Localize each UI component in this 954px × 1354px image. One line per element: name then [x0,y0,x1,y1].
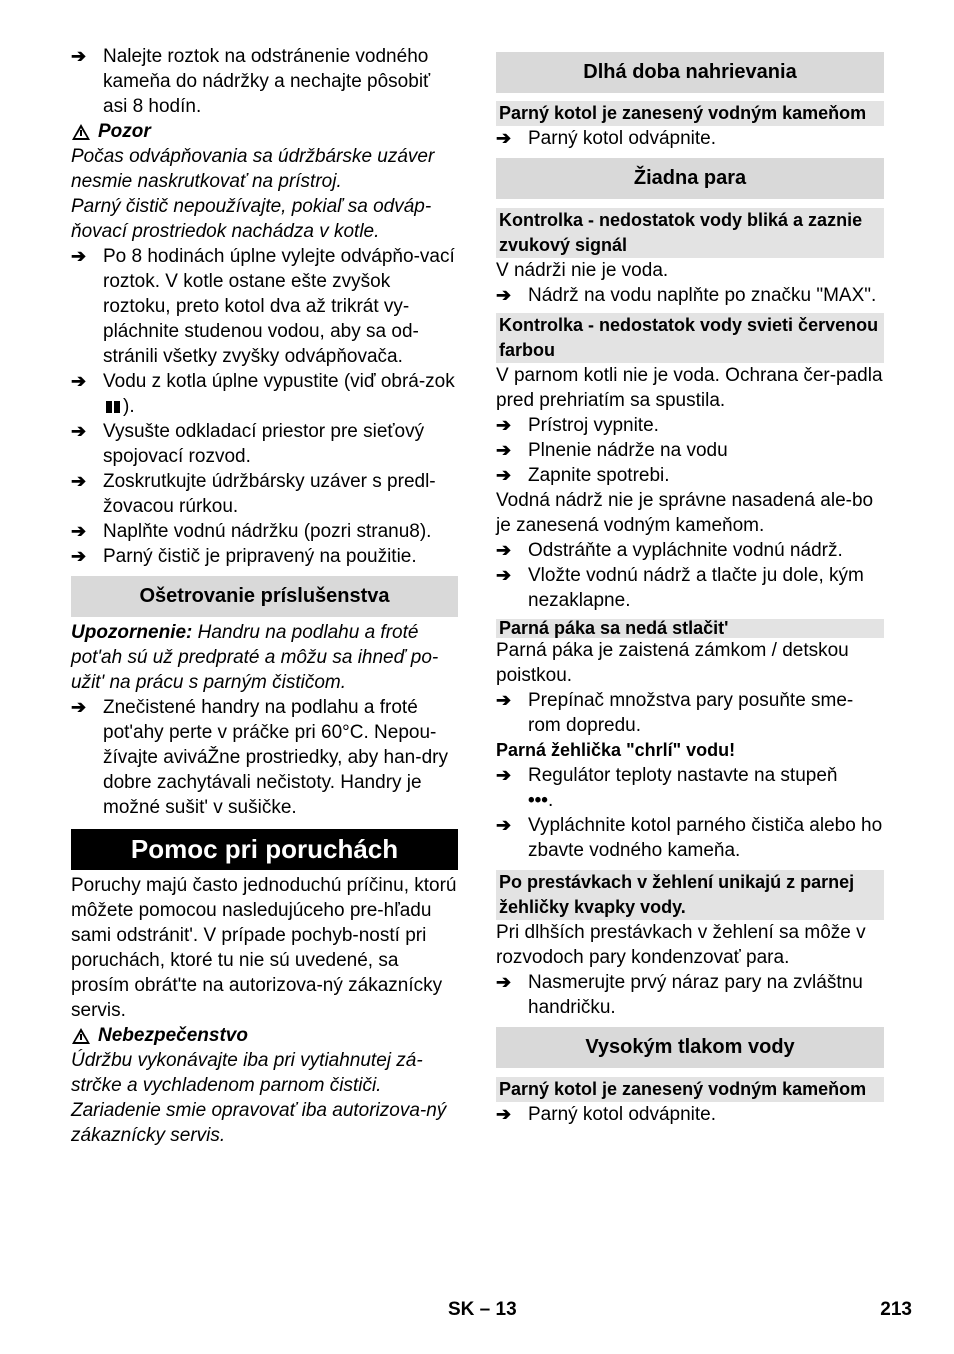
cause-text: Pri dlhších prestávkach v žehlení sa môže v rozvodoch pary kondenzovať para. [496,922,866,968]
warning-triangle-icon [72,1028,90,1044]
cause-text: Parná páka je zaistená zámkom / detskou poistkou. [496,640,849,686]
danger-text: Údržbu vykonávajte iba pri vytiahnutej zá-strčke a vychladenom parnom čističi. [71,1050,423,1096]
section-page-label: SK – 13 [448,1299,517,1320]
step-text: Parný kotol odvápnite. [528,1104,717,1125]
section-heading: Žiadna para [496,158,884,199]
arrow-icon: ➔ [496,565,512,585]
step-item [71,244,458,369]
arrow-icon: ➔ [71,421,87,441]
subsection-heading: Parný kotol je zanesený vodným kameňom [496,1077,884,1102]
step-text: Zapnite spotrebi. [528,465,670,486]
step-item [71,695,458,820]
arrow-icon: ➔ [496,1104,512,1124]
left-column [71,44,458,1148]
arrow-icon: ➔ [496,415,512,435]
subsection-heading: Parná žehlička "chrlí" vodu! [496,740,736,760]
step-item [496,126,884,151]
step-text [103,369,458,419]
cause-text: V parnom kotli nie je voda. Ochrana čer-padla pred prehriatím sa spustila. [496,365,883,411]
arrow-icon: ➔ [496,540,512,560]
section-heading: Dlhá doba nahrievania [496,52,884,93]
step-text: Parný kotol odvápnite. [528,128,717,149]
danger-title: Nebezpečenstvo [98,1025,248,1046]
arrow-icon: ➔ [71,246,87,266]
step-item [496,563,884,613]
figure-reference-icon [106,401,120,413]
step-text: Prístroj vypnite. [528,415,659,436]
caution-title: Pozor [98,121,151,142]
caution-heading [71,119,458,144]
step-iron-text: Regulátor teploty nastavte na stupeň [528,765,838,786]
arrow-icon: ➔ [71,471,87,491]
arrow-icon: ➔ [71,697,87,717]
step-text: Po 8 hodinách úplne vylejte odvápňo-vací roztok. V kotle ostane ešte zvyšok roztoku, preto kotol dva až trikrát vy-pláchnite studenou vodou, aby sa od-stránili všetky zvyšky odvápňovača. [103,246,455,367]
arrow-icon: ➔ [496,972,512,992]
step-text: Zoskrutkujte údržbársky uzáver s predl-žovacou rúrkou. [103,471,436,517]
arrow-icon: ➔ [496,465,512,485]
step-item [71,469,458,519]
notice-body: Handru na podlahu a froté pot'ah sú už predpraté a môžu sa ihneď po-užit' na prácu s parným čističom. [71,622,439,693]
chapter-heading: Pomoc pri poruchách [71,829,458,870]
step-item [496,283,884,308]
arrow-icon: ➔ [496,285,512,305]
warning-triangle-icon [72,124,90,140]
step-text: Prepínač množstva pary posuňte sme-rom dopredu. [528,690,854,736]
step-item [496,438,884,463]
step-text: Vysušte odkladací priestor pre sieťový spojovací rozvod. [103,421,425,467]
caution-text: Počas odvápňovania sa údržbárske uzáver nesmie naskrutkovať na prístroj. [71,146,435,192]
arrow-icon: ➔ [71,546,87,566]
step-text: Odstráňte a vypláchnite vodnú nádrž. [528,540,843,561]
step-text: Nasmerujte prvý náraz pary na zvláštnu handričku. [528,972,863,1018]
subsection-heading: Kontrolka - nedostatok vody svieti červenou farbou [496,313,884,363]
caution-text: Parný čistič nepoužívajte, pokiaľ sa odváp-ňovací prostriedok nachádza v kotle. [71,196,432,242]
arrow-icon: ➔ [496,128,512,148]
arrow-icon: ➔ [496,690,512,710]
arrow-icon: ➔ [496,765,512,785]
step-item [496,970,884,1020]
danger-text: Zariadenie smie opravovať iba autorizova-ný zákaznícky servis. [71,1100,447,1146]
subsection-heading: Kontrolka - nedostatok vody bliká a zaznie zvukový signál [496,208,884,258]
step-text: Regulátor teploty nastavte na stupeň •••. [528,765,838,811]
section-heading: Ošetrovanie príslušenstva [71,576,458,617]
notice-text [71,620,458,695]
step-item [71,369,458,419]
temperature-dots: ••• [528,790,548,811]
step-text: Vypláchnite kotol parného čističa alebo ho zbavte vodného kameňa. [528,815,883,861]
step-item [496,413,884,438]
step-item [496,688,884,738]
step-item [496,763,884,813]
step-text: Plnenie nádrže na vodu [528,440,728,461]
step-text: Znečistené handry na podlahu a froté pot'ahy perte v práčke pri 60°C. Nepou-žívajte aviváŽne prostriedky, aby han-dry dobre zachytávali nečistoty. Handry je možné sušit' v sušičke. [103,697,448,818]
step-text: Nalejte roztok na odstránenie vodného kameňa do nádržky a nechajte pôsobiť asi 8 hodín. [103,46,431,117]
arrow-icon: ➔ [71,521,87,541]
subsection-heading: Parná páka sa nedá stlačit' [496,619,884,638]
arrow-icon: ➔ [496,440,512,460]
step-text: Parný čistič je pripravený na použitie. [103,546,417,567]
step-text: Naplňte vodnú nádržku (pozri stranu8). [103,521,432,542]
arrow-icon: ➔ [496,815,512,835]
notice-label: Upozornenie: [71,622,193,643]
section-heading: Vysokým tlakom vody [496,1027,884,1068]
page-number: 213 [880,1299,912,1320]
right-column [496,52,884,1127]
step-text: Nádrž na vodu naplňte po značku "MAX". [528,285,877,306]
cause-text: V nádrži nie je voda. [496,260,669,281]
subsection-heading: Parný kotol je zanesený vodným kameňom [496,101,884,126]
step-text: Vložte vodnú nádrž a tlačte ju dole, kým nezaklapne. [528,565,864,611]
arrow-icon: ➔ [71,46,87,66]
step-item [496,813,884,863]
step-item [496,463,884,488]
step-item [71,519,458,544]
arrow-icon: ➔ [71,371,87,391]
step-drain-suffix: ). [123,396,135,417]
step-item [71,419,458,469]
step-item [496,538,884,563]
subsection-heading: Po prestávkach v žehlení unikajú z parnej žehličky kvapky vody. [496,870,884,920]
step-drain-text: Vodu z kotla úplne vypustite (viď obrá-zok [103,371,455,392]
trouble-intro: Poruchy majú často jednoduchú príčinu, ktorú môžete pomocou nasledujúceho pre-hľadu sami odstránit'. V prípade pochyb-ností pri poruchách, ktoré tu nie sú uvedené, sa prosím obrát'te na autorizova-ný zákaznícky servis. [71,875,457,1021]
step-item [496,1102,884,1127]
cause-text: Vodná nádrž nie je správne nasadená ale-bo je zanesená vodným kameňom. [496,490,874,536]
danger-heading [71,1023,458,1048]
step-item [71,544,458,569]
step-item [71,44,458,119]
